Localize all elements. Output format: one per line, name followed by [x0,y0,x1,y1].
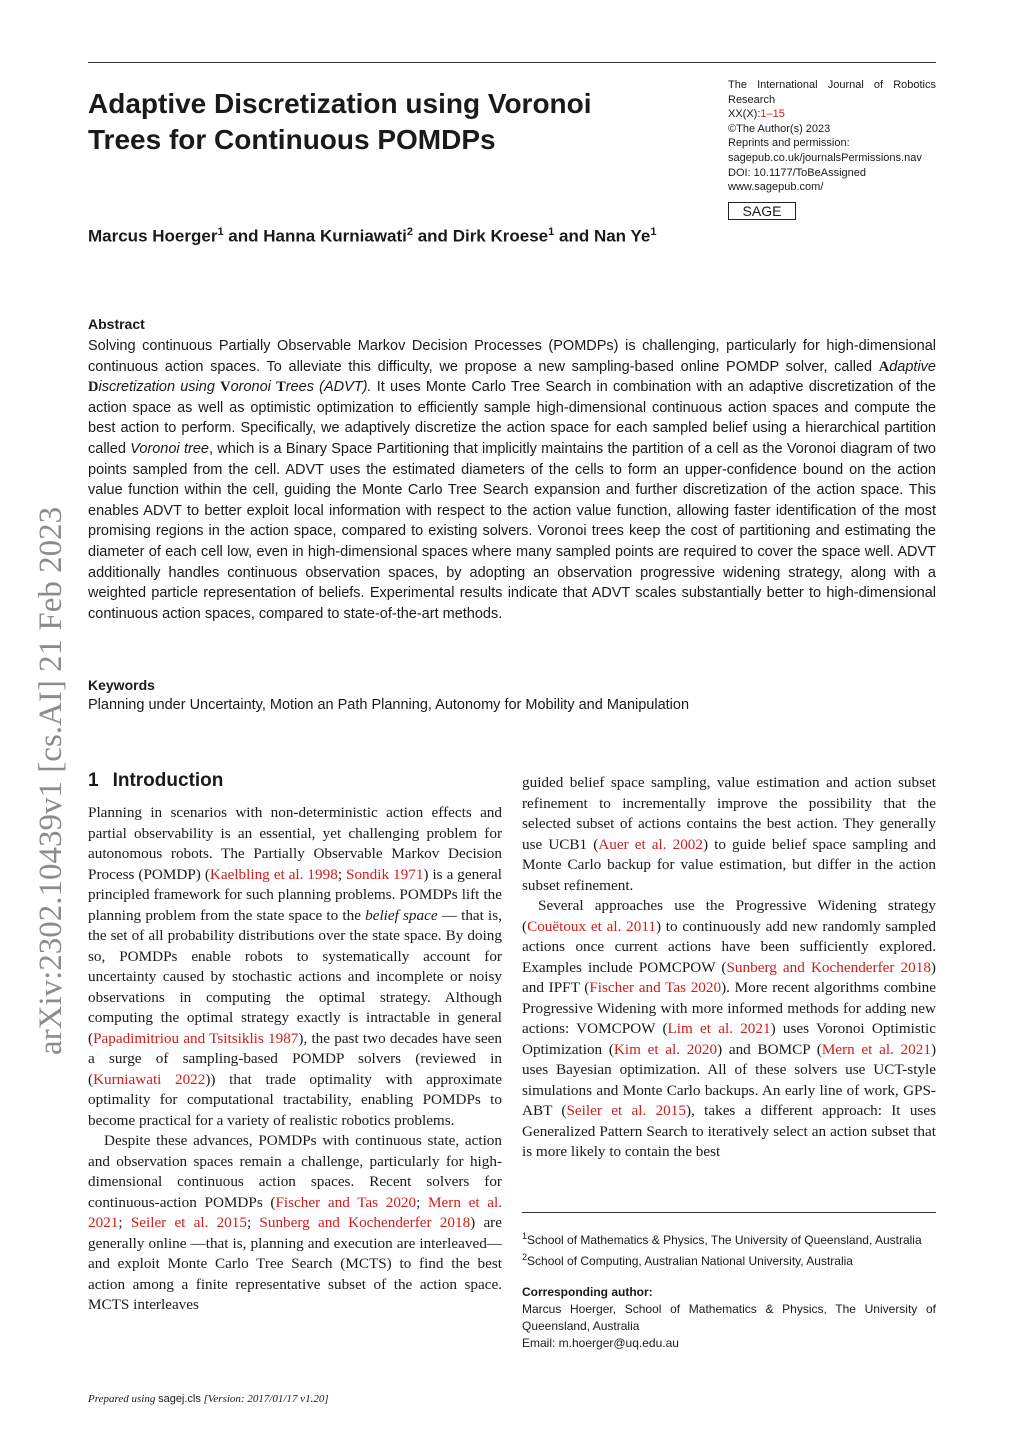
citation-link[interactable]: Kurniawati 2022 [93,1070,206,1088]
citation-link[interactable]: Mern et al. 2021 [821,1040,931,1058]
journal-name: The International Journal of Robotics Research [728,79,936,106]
method-name-part: oronoi [230,379,277,396]
text-run: ) to continuously add new randomly sampled actions once current actions have been sufficiently explored. Examples include POMCPOW ( [522,917,936,976]
text-run: ; [337,865,347,883]
corresponding-author-text: Marcus Hoerger, School of Mathematics & Physics, The University of Queensland, Australia [522,1302,936,1333]
citation-link[interactable]: Fischer and Tas 2020 [275,1193,417,1211]
paragraph [522,896,936,1163]
keywords-heading: Keywords [88,677,155,693]
method-name-part: daptive [889,358,936,375]
paragraph [88,803,502,1131]
citation-link[interactable]: Auer et al. 2002 [598,835,703,853]
acronym-letter: V [220,379,231,396]
citation-link[interactable]: Sondik 1971 [346,865,424,883]
text-run: ; [246,1214,260,1231]
left-column [88,803,502,1316]
affiliation-2 [522,1249,936,1270]
citation-link[interactable]: Sunberg and Kochenderfer 2018 [726,958,931,976]
copyright: ©The Author(s) 2023 [728,122,831,135]
text-run: Planning in scenarios with non-deterministic action effects and partial observability is an essential, yet challenging problem for autonomous robots. The Partially Observable Markov Decision Process (POMDP) ( [88,804,502,883]
author-name: Marcus Hoerger [88,226,218,246]
text-run: ) is a general principled framework for such planning problems. POMDPs lift the planning problem from the state space to the [88,865,502,924]
footnote-mark: 2 [522,1252,528,1262]
affiliation-mark: 1 [650,226,657,238]
text-run: ) uses Bayesian optimization. All of these solvers use UCT-style simulations and Monte Carlo backups. An early line of work, GPS-ABT ( [522,1040,936,1119]
author-list [88,226,656,247]
affiliation-mark: 2 [406,226,413,238]
citation-link[interactable]: Papadimitriou and Tsitsiklis 1987 [93,1029,299,1047]
abstract-part: It uses Monte Carlo Tree Search in combination with an adaptive discretization of the action space as well as optimistic optimization to efficiently sample high-dimensional continuous action spaces and compute the best action to perform. Specifically, we adaptively discretize the action space for each sampled belief using a hierarchical partition called [88,379,936,457]
emphasis: belief space [365,906,438,924]
footer-cls: sagej.cls [158,1393,201,1405]
text-run: ; [416,1193,429,1211]
citation-link[interactable]: Kim et al. 2020 [613,1040,718,1058]
text-run: ) uses Voronoi Optimistic Optimization ( [522,1020,936,1058]
acronym-letter: D [88,379,99,396]
author-name: Dirk Kroese [452,226,549,246]
abstract-heading: Abstract [88,316,145,332]
author-name: Hanna Kurniawati [263,226,407,246]
acronym-letter: A [878,358,890,375]
page-range-link[interactable]: 1–15 [760,108,785,121]
footer-version: [Version: 2017/01/17 v1.20] [200,1393,329,1405]
text-run: Despite these advances, POMDPs with continuous state, action and observation spaces remain a challenge, particularly for high-dimensional continuous action spaces. Recent solvers for continuous-action POMDPs ( [88,1132,502,1211]
website: www.sagepub.com/ [728,181,824,194]
footnotes [522,1228,936,1352]
voronoi-tree-term: Voronoi tree [130,440,209,457]
text-run: ) and IPFT ( [522,958,936,996]
right-column [522,773,936,1163]
abstract-part: Solving continuous Partially Observable Markov Decision Processes (POMDPs) is challenging, particularly for high-dimensional continuous action spaces. To alleviate this difficulty, we propose a new sampling-based online POMDP solver, called [88,338,936,375]
page-footer [88,1393,329,1405]
citation-link[interactable]: Fischer and Tas 2020 [589,979,722,996]
text-run: guided belief space sampling, value estimation and action subset refinement to incrementally improve the possibility that the selected subset of actions contains the best action. They generally use UCB1 ( [522,774,936,853]
and-separator: and [558,226,590,246]
text-run: Several approaches use the Progressive Widening strategy ( [522,897,936,935]
email[interactable]: Email: m.hoerger@uq.edu.au [522,1336,679,1350]
journal-info [728,78,936,220]
citation-link[interactable]: Seiler et al. 2015 [566,1102,686,1119]
affiliation-mark: 1 [217,226,224,238]
text-run: — that is, the set of all probability distributions over the state space. By doing so, POMDPs enable robots to systematically account for uncertainty caused by stochastic actions and incomplete or noisy observations in computing the optimal strategy. Although computing the optimal strategy exactly is intractable in general ( [88,906,502,1047]
method-name-part: iscretization using [98,379,221,396]
volume-prefix: XX(X): [728,108,761,121]
keywords-text: Planning under Uncertainty, Motion an Path Planning, Autonomy for Mobility and Manipulation [88,697,690,713]
paragraph [522,773,936,896]
affiliation-mark: 1 [548,226,555,238]
sage-logo: SAGE [728,202,796,220]
text-run: ; [118,1214,131,1231]
affiliation-text: School of Mathematics & Physics, The University of Queensland, Australia [527,1233,922,1247]
text-run: )) that trade optimality with approximate optimality for computational tractability, enabling POMDPs to become practical for a variety of realistic robotics problems. [88,1070,502,1129]
arxiv-stamp[interactable]: arXiv:2302.10439v1 [cs.AI] 21 Feb 2023 [33,506,69,1055]
text-run: ) to guide belief space sampling and Monte Carlo backup for value estimation, but differ in the action subset refinement. [522,835,937,894]
citation-link[interactable]: Sunberg and Kochenderfer 2018 [259,1214,471,1231]
citation-link[interactable]: Seiler et al. 2015 [130,1214,247,1231]
abstract-text [88,336,936,624]
text-run: ) are generally online —that is, planning and execution are interleaved— and exploit Monte Carlo Tree Search (MCTS) to find the best action among a finite representative subset of the action space. MCTS interleaves [88,1214,502,1313]
corresponding-author-heading: Corresponding author: [522,1285,653,1299]
citation-link[interactable]: Kaelbling et al. 1998 [209,865,338,883]
abstract-part: , which is a Binary Space Partitioning that implicitly maintains the partition of a cell as the Voronoi diagram of two points sampled from the cell. ADVT uses the estimated diameters of the cells to form an upper-confidence bound on the action value function within the cell, guiding the Monte Carlo Tree Search expansion and further discretization of the action space. This enables ADVT to better exploit local information with respect to the action value function, allowing faster identification of the most promising regions in the action space, compared to existing solvers. Voronoi trees keep the cost of partitioning and estimating the diameter of each cell low, even in high-dimensional spaces where many sampled points are required to cover the space well. ADVT additionally handles continuous observation spaces, by adopting an observation progressive widening strategy, along with a weighted particle representation of beliefs. Experimental results indicate that ADVT scales substantially better to high-dimensional continuous action spaces, compared to state-of-the-art methods. [88,440,936,622]
journal-volume [728,107,936,122]
reprints: Reprints and permission: [728,137,850,150]
paragraph [88,1131,502,1316]
acronym-letter: T [276,379,286,396]
section-number: 1 [88,770,99,791]
citation-link[interactable]: Couëtoux et al. 2011 [527,917,656,935]
footnote-rule [522,1212,936,1213]
text-run: ) and BOMCP ( [717,1040,822,1058]
affiliation-1 [522,1228,936,1249]
doi: DOI: 10.1177/ToBeAssigned [728,166,866,179]
affiliation-text: School of Computing, Australian National University, Australia [527,1254,853,1268]
citation-link[interactable]: Lim et al. 2021 [667,1020,771,1037]
text-run: ), the past two decades have seen a surge of sampling-based POMDP solvers (reviewed in ( [88,1029,502,1088]
paper-title: Adaptive Discretization using Voronoi Trees for Continuous POMDPs [88,88,592,155]
and-separator: and [417,226,448,246]
permissions-url: sagepub.co.uk/journalsPermissions.nav [728,151,922,164]
method-name-part: rees (ADVT). [285,379,372,396]
and-separator: and [228,226,259,246]
author-name: Nan Ye [593,226,651,246]
citation-link[interactable]: Mern et al. 2021 [88,1193,502,1231]
text-run: ). More recent algorithms combine Progressive Widening with more informed methods for adding new actions: VOMCPOW ( [522,979,936,1037]
footnote-mark: 1 [522,1231,528,1241]
top-rule [88,62,936,63]
section-title: Introduction [112,770,224,791]
footer-prepared: Prepared using [88,1393,159,1405]
section-heading [88,770,223,792]
text-run: ), takes a different approach: It uses Generalized Pattern Search to iteratively select an action subset that is more likely to contain the best [522,1102,936,1160]
